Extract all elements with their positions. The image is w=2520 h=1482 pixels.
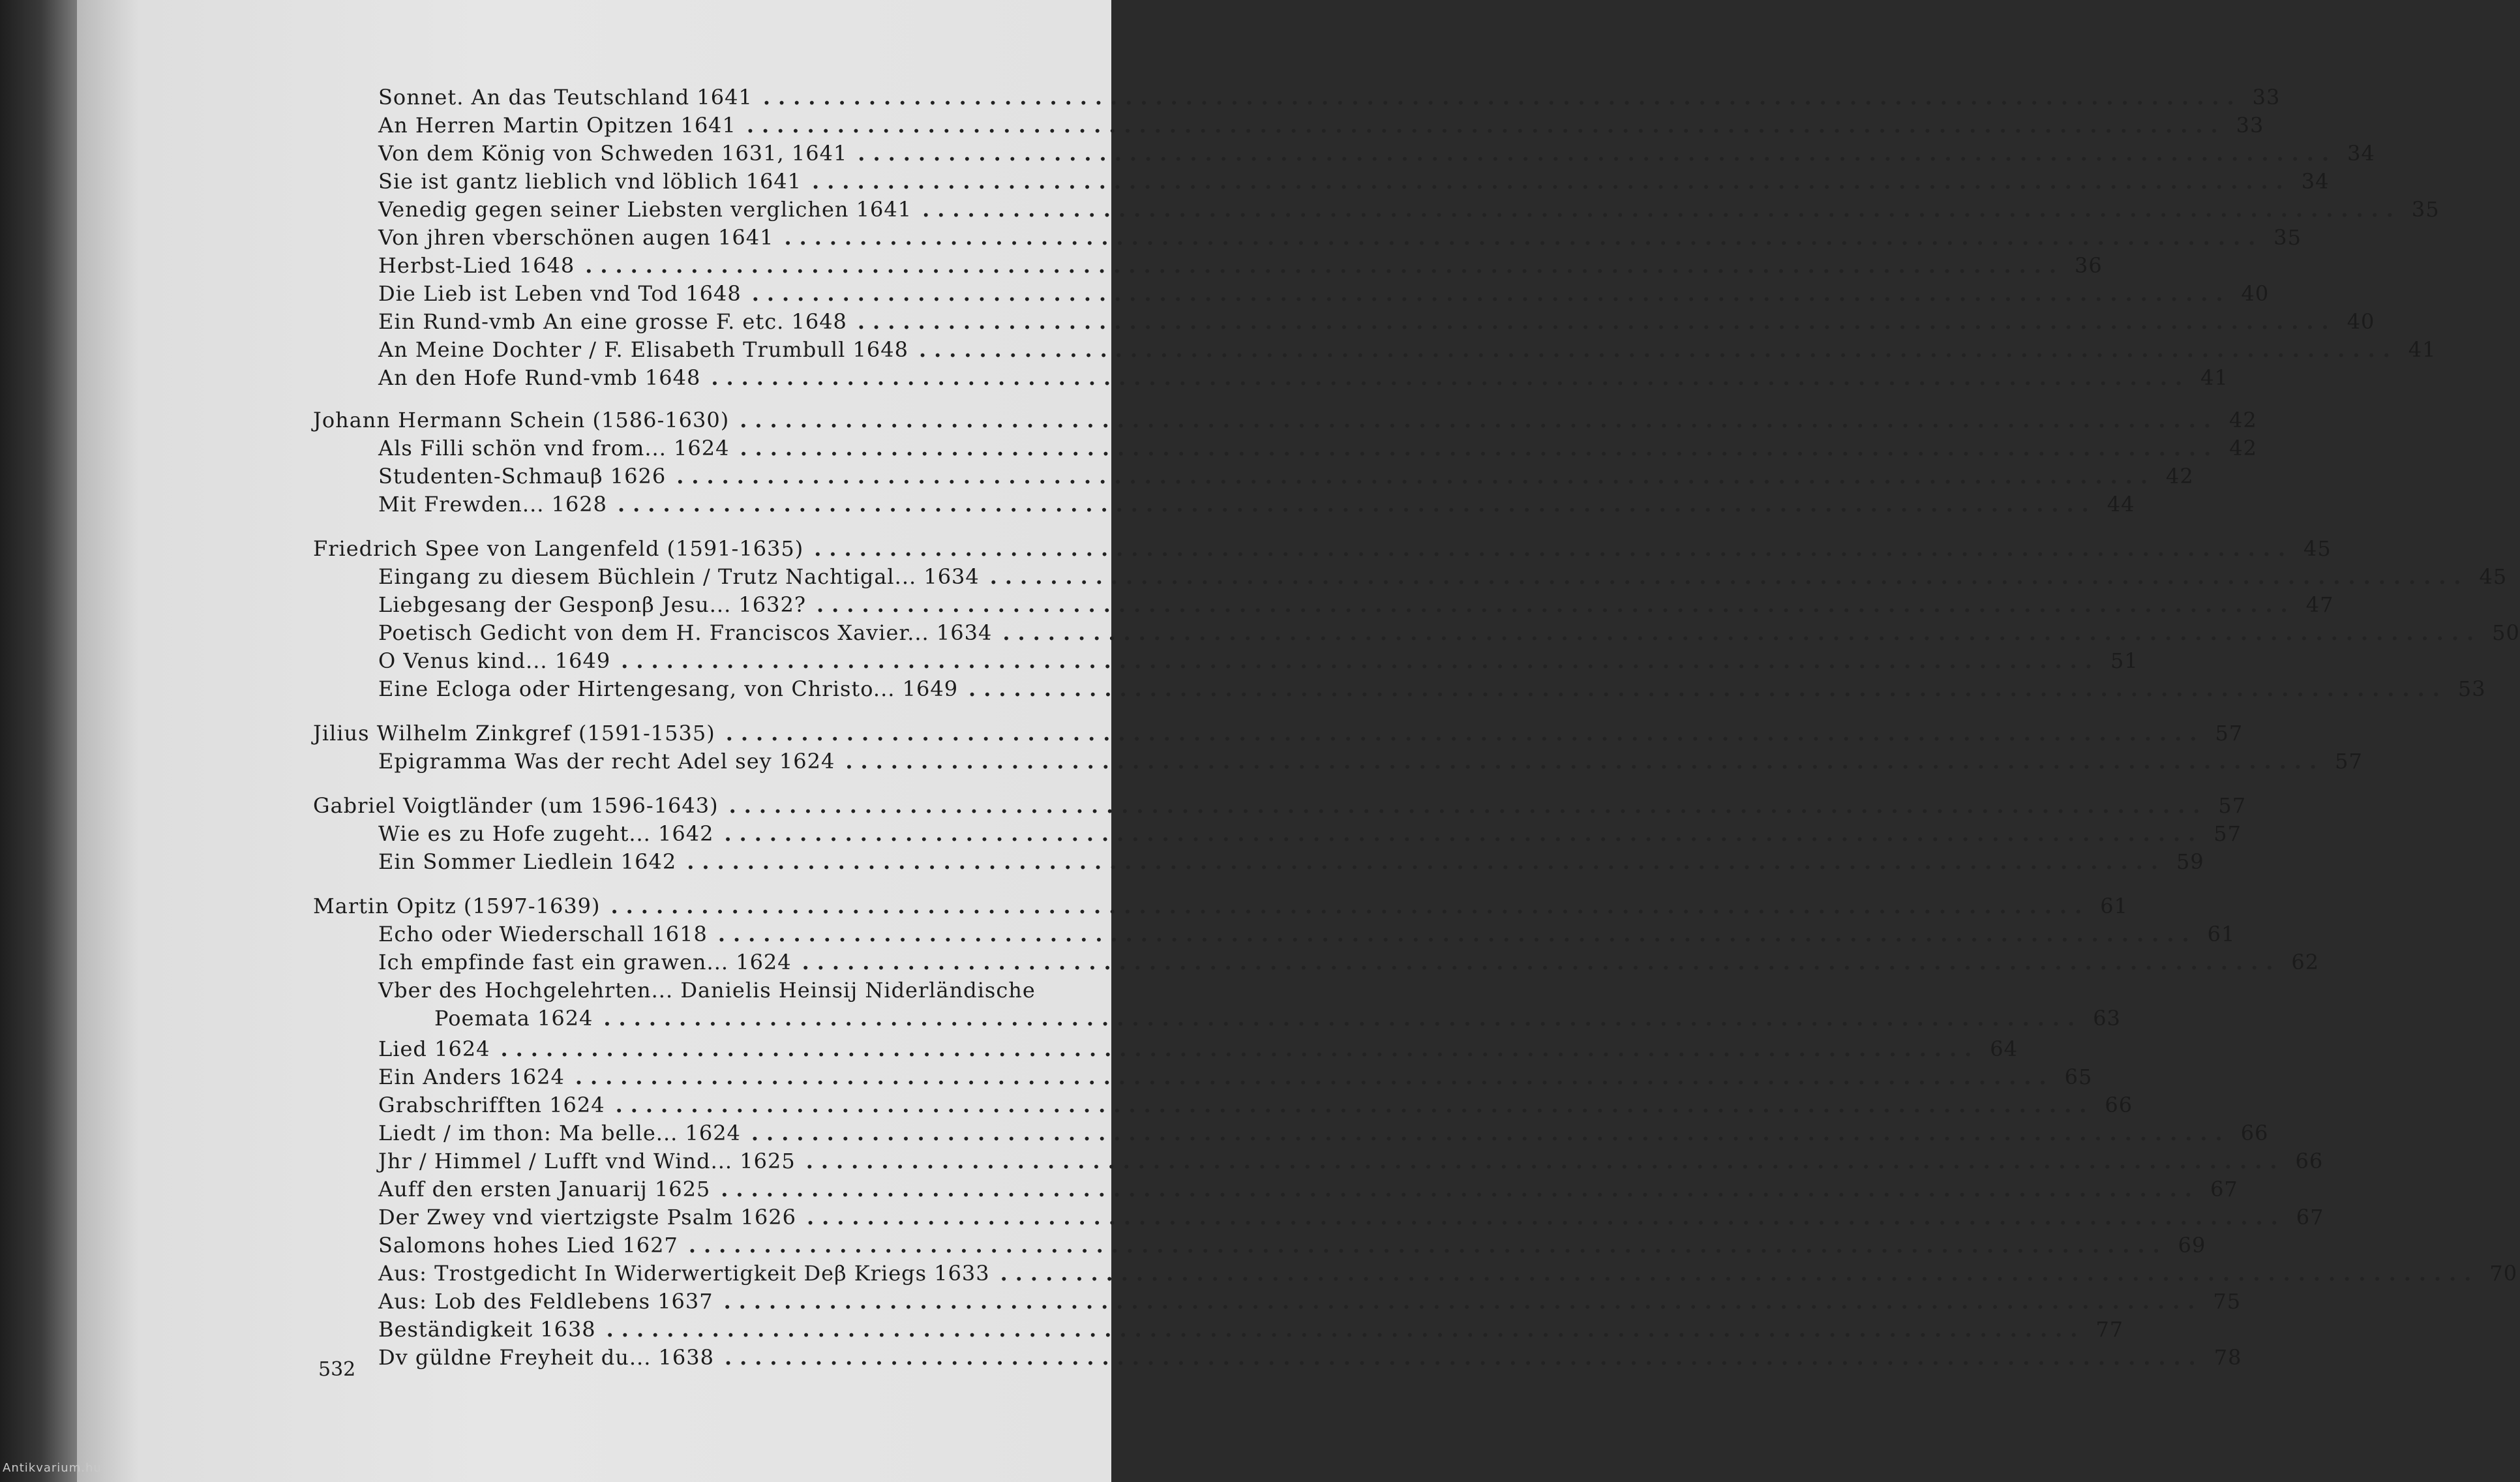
leader-dots: .................................................................................................. [857, 309, 2337, 334]
leader-dots: .................................................................................................. [610, 894, 2090, 918]
toc-page-number: 36 [2075, 253, 2103, 278]
toc-entry-title: Beständigkeit 1638 [378, 1317, 596, 1342]
toc-page-number: 66 [2240, 1121, 2269, 1145]
toc-page-number: 66 [2105, 1093, 2133, 1117]
toc-entry-title: Grabschrifften 1624 [378, 1093, 605, 1117]
toc-entry-title: Die Lieb ist Leben vnd Tod 1648 [378, 281, 742, 306]
toc-page-number: 57 [2335, 749, 2363, 774]
toc-poem-entry [378, 922, 2236, 950]
toc-poem-entry [378, 464, 2194, 492]
leader-dots: .................................................................................................. [805, 1149, 2285, 1173]
toc-poem-entry [378, 309, 2375, 338]
leader-dots: .................................................................................................. [740, 408, 2219, 432]
toc-page-number: 57 [2215, 721, 2243, 746]
page-number: 532 [318, 1358, 356, 1381]
toc-page-number: 51 [2110, 648, 2138, 673]
toc-author-entry [313, 408, 2257, 436]
toc-page-number: 69 [2178, 1233, 2206, 1258]
toc-poem-entry [378, 1177, 2238, 1205]
toc-poem-entry [378, 169, 2330, 198]
toc-poem-entry [378, 592, 2334, 621]
leader-dots: .................................................................................................. [812, 169, 2291, 194]
toc-entry-title: Epigramma Was der recht Adel sey 1624 [378, 749, 835, 774]
leader-dots: .................................................................................................. [1002, 620, 2482, 645]
toc-page-number: 67 [2210, 1177, 2238, 1202]
leader-dots: .................................................................................................. [751, 1121, 2230, 1145]
toc-entry-title: Echo oder Wiederschall 1618 [378, 922, 708, 946]
leader-dots: .................................................................................................. [618, 492, 2097, 517]
toc-page-number: 42 [2166, 464, 2194, 489]
toc-entry-title: Gabriel Voigtländer (um 1596-1643) [313, 793, 719, 818]
toc-poem-entry [378, 676, 2486, 705]
toc-poem-entry [378, 620, 2520, 649]
toc-entry-title: Sie ist gantz lieblich vnd löblich 1641 [378, 169, 802, 194]
toc-entry-title: Jilius Wilhelm Zinkgref (1591-1535) [313, 721, 715, 746]
toc-page-number: 34 [2301, 169, 2330, 194]
toc-entry-title: Der Zwey vnd viertzigste Psalm 1626 [378, 1205, 796, 1230]
toc-author-entry [313, 894, 2129, 922]
toc-page-number: 45 [2303, 536, 2332, 561]
leader-dots: .................................................................................................. [806, 1205, 2286, 1230]
leader-dots: .................................................................................................. [711, 365, 2191, 390]
toc-poem-entry [378, 436, 2257, 464]
toc-poem-entry [378, 141, 2375, 170]
toc-entry-title: An Meine Dochter / F. Elisabeth Trumbull 1648 [378, 337, 908, 362]
toc-page-number: 44 [2107, 492, 2135, 517]
toc-entry-title: Friedrich Spee von Langenfeld (1591-1635) [313, 536, 804, 561]
toc-entry-title: Jhr / Himmel / Lufft vnd Wind... 1625 [378, 1149, 796, 1173]
toc-entry-title: Johann Hermann Schein (1586-1630) [313, 408, 730, 432]
toc-poem-entry [378, 950, 2320, 978]
leader-dots: .................................................................................................. [858, 141, 2337, 166]
toc-entry-title: An Herren Martin Opitzen 1641 [378, 113, 736, 138]
toc-entry-title: Als Filli schön vnd from... 1624 [378, 436, 730, 461]
toc-page-number: 33 [2252, 85, 2281, 110]
toc-author-entry [313, 536, 2332, 565]
toc-page-number: 45 [2479, 564, 2508, 589]
toc-poem-entry [378, 365, 2228, 394]
toc-entry-title: Ein Sommer Liedlein 1642 [378, 849, 677, 874]
toc-entry-title: Wie es zu Hofe zugeht... 1642 [378, 821, 714, 846]
toc-poem-entry [378, 337, 2437, 366]
toc-poem-entry [378, 1289, 2242, 1318]
leader-dots: .................................................................................................. [802, 950, 2281, 975]
toc-poem-entry [378, 492, 2135, 521]
leader-dots: .................................................................................................. [724, 1345, 2204, 1370]
toc-poem-entry [378, 821, 2242, 850]
toc-entry-title: Von jhren vberschönen augen 1641 [378, 225, 774, 250]
leader-dots: .................................................................................................. [500, 1036, 1980, 1061]
toc-page-number: 66 [2295, 1149, 2324, 1173]
leader-dots: .................................................................................................. [845, 749, 2325, 774]
toc-entry-title: Sonnet. An das Teutschland 1641 [378, 85, 753, 110]
leader-dots: .................................................................................................. [721, 1177, 2200, 1202]
toc-entry-title: Poetisch Gedicht von dem H. Franciscos Xavier... 1634 [378, 620, 993, 645]
leader-dots: .................................................................................................. [728, 793, 2208, 818]
toc-page-number: 64 [1990, 1036, 2018, 1061]
leader-dots: .................................................................................................. [725, 721, 2205, 746]
toc-page-number: 41 [2200, 365, 2228, 390]
toc-entry-title: Ein Rund-vmb An eine grosse F. etc. 1648 [378, 309, 847, 334]
toc-entry-title: Venedig gegen seiner Liebsten verglichen 1641 [378, 197, 912, 222]
toc-page-number: 77 [2095, 1317, 2124, 1342]
toc-entry-title: Dv güldne Freyheit du... 1638 [378, 1345, 714, 1370]
leader-dots: .................................................................................................. [740, 436, 2219, 461]
toc-entry-title: An den Hofe Rund-vmb 1648 [378, 365, 701, 390]
toc-poem-entry [378, 978, 1055, 1006]
toc-poem-entry [378, 1121, 2269, 1149]
leader-dots: .................................................................................................. [922, 197, 2401, 222]
toc-poem-entry [378, 1317, 2124, 1346]
leader-dots: .................................................................................................. [817, 592, 2296, 617]
toc-entry-continuation [434, 1006, 2121, 1035]
toc-entry-title: Eingang zu diesem Büchlein / Trutz Nachtigal... 1634 [378, 564, 980, 589]
toc-entry-title: Martin Opitz (1597-1639) [313, 894, 601, 918]
leader-dots: .................................................................................................. [585, 253, 2065, 278]
leader-dots: .................................................................................................. [688, 1233, 2168, 1258]
toc-page-number: 57 [2213, 821, 2242, 846]
toc-page-number: 41 [2408, 337, 2437, 362]
toc-poem-entry [378, 1233, 2206, 1262]
toc-entry-title: Lied 1624 [378, 1036, 490, 1061]
toc-poem-entry [378, 1093, 2133, 1121]
leader-dots: .................................................................................................. [687, 849, 2166, 874]
toc-page-number: 62 [2291, 950, 2320, 975]
toc-author-entry [313, 793, 2247, 822]
toc-entry-title: Liedt / im thon: Ma belle... 1624 [378, 1121, 741, 1145]
toc-entry-title: Herbst-Lied 1648 [378, 253, 575, 278]
toc-page-number: 50 [2492, 620, 2520, 645]
toc-page-number: 47 [2305, 592, 2334, 617]
toc-entry-title: O Venus kind... 1649 [378, 648, 611, 673]
toc-poem-entry [378, 85, 2281, 113]
toc-entry-continuation-text: Poemata 1624 [434, 1006, 593, 1031]
toc-page-number: 61 [2100, 894, 2129, 918]
toc-poem-entry [378, 1345, 2242, 1374]
leader-dots: .................................................................................................. [606, 1317, 2086, 1342]
toc-poem-entry [378, 253, 2103, 282]
leader-dots: .................................................................................................. [746, 113, 2226, 138]
toc-entry-title: Aus: Trostgedicht In Widerwertigkeit Deβ Kriegs 1633 [378, 1261, 990, 1286]
toc-poem-entry [378, 648, 2138, 677]
toc-page-number: 75 [2213, 1289, 2242, 1314]
leader-dots: .................................................................................................. [621, 648, 2100, 673]
toc-page-number: 67 [2296, 1205, 2324, 1230]
leader-dots: .................................................................................................. [615, 1093, 2095, 1117]
toc-page-number: 42 [2228, 408, 2257, 432]
toc-poem-entry [378, 749, 2363, 778]
leader-dots: .................................................................................................. [575, 1065, 2054, 1089]
toc-page-number: 61 [2207, 922, 2236, 946]
book-page [77, 0, 2520, 1482]
toc-poem-entry [378, 564, 2508, 593]
leader-dots: .................................................................................................. [762, 85, 2242, 110]
toc-page-number: 35 [2411, 197, 2440, 222]
toc-entry-title: Vber des Hochgelehrten... Danielis Heinsij Niderländische [378, 978, 1036, 1003]
leader-dots: .................................................................................................. [1000, 1261, 2480, 1286]
toc-poem-entry [378, 113, 2264, 142]
toc-page-number: 57 [2218, 793, 2247, 818]
toc-entry-title: Ein Anders 1624 [378, 1065, 565, 1089]
toc-entry-title: Aus: Lob des Feldlebens 1637 [378, 1289, 713, 1314]
leader-dots: .................................................................................................. [784, 225, 2264, 250]
toc-entry-title: Von dem König von Schweden 1631, 1641 [378, 141, 848, 166]
leader-dots: .................................................................................................. [968, 676, 2448, 701]
toc-page-number: 34 [2347, 141, 2375, 166]
toc-poem-entry [378, 849, 2204, 878]
leader-dots: .................................................................................................. [814, 536, 2294, 561]
toc-poem-entry [378, 197, 2440, 226]
leader-dots: .................................................................................................. [723, 1289, 2203, 1314]
toc-page-number: 63 [2093, 1006, 2121, 1031]
toc-poem-entry [378, 225, 2302, 254]
toc-entry-title: Ich empfinde fast ein grawen... 1624 [378, 950, 792, 975]
toc-page-number: 53 [2457, 676, 2486, 701]
leader-dots: .................................................................................................. [751, 281, 2231, 306]
toc-entry-title: Eine Ecloga oder Hirtengesang, von Christo... 1649 [378, 676, 959, 701]
toc-poem-entry [378, 1036, 2018, 1065]
toc-poem-entry [378, 1149, 2324, 1177]
toc-page-number: 40 [2241, 281, 2270, 306]
toc-entry-title: Salomons hohes Lied 1627 [378, 1233, 678, 1258]
toc-page-number: 65 [2064, 1065, 2093, 1089]
toc-poem-entry [378, 281, 2270, 310]
leader-dots: .................................................................................................. [676, 464, 2156, 489]
toc-poem-entry [378, 1205, 2324, 1233]
leader-dots: .................................................................................................. [717, 922, 2197, 946]
toc-page-number: 35 [2273, 225, 2302, 250]
toc-poem-entry [378, 1065, 2093, 1093]
leader-dots: .................................................................................................. [989, 564, 2469, 589]
toc-page-number: 78 [2213, 1345, 2242, 1370]
watermark: Antikvarium.hu [3, 1461, 102, 1475]
toc-poem-entry [378, 1261, 2518, 1290]
leader-dots: .................................................................................................. [724, 821, 2204, 846]
toc-page-number: 70 [2489, 1261, 2518, 1286]
toc-page-number: 42 [2229, 436, 2257, 461]
leader-dots: .................................................................................................. [918, 337, 2398, 362]
toc-entry-title: Auff den ersten Januarij 1625 [378, 1177, 711, 1202]
leader-dots: .................................................................................................. [603, 1006, 2083, 1031]
toc-page-number: 33 [2236, 113, 2264, 138]
toc-author-entry [313, 721, 2243, 749]
toc-page-number: 59 [2176, 849, 2204, 874]
table-of-contents [77, 0, 2520, 1482]
toc-entry-title: Liebgesang der Gesponβ Jesu... 1632? [378, 592, 807, 617]
toc-page-number: 40 [2347, 309, 2375, 334]
toc-entry-title: Studenten-Schmauβ 1626 [378, 464, 667, 489]
toc-entry-title: Mit Frewden... 1628 [378, 492, 608, 517]
